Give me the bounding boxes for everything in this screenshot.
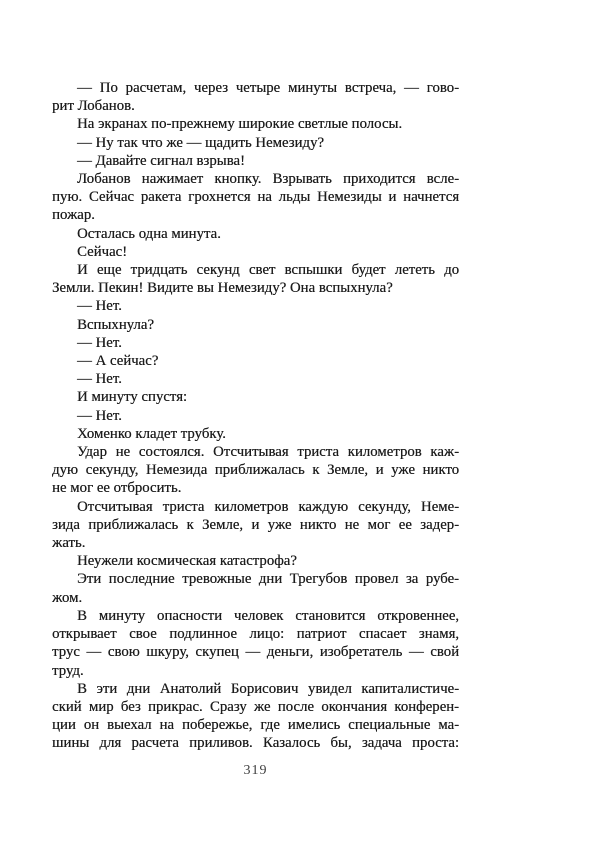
text-line: В минуту опасности человек становится откровеннее, xyxy=(77,607,459,624)
text-line: Вспыхнула? xyxy=(77,316,154,333)
text-line: рит Лобанов. xyxy=(52,98,135,115)
text-line: — Нет. xyxy=(77,298,122,315)
text-line: — По расчетам, через четыре минуты встреча, — гово- xyxy=(77,80,459,96)
text-line: пожар. xyxy=(52,207,95,224)
text-line: И минуту спустя: xyxy=(77,389,187,406)
text-line: — Нет. xyxy=(77,371,122,388)
text-line: Эти последние тревожные дни Трегубов провел за рубе- xyxy=(77,571,459,588)
text-line: пую. Сейчас ракета грохнется на льды Немезиды и начнется xyxy=(52,189,459,206)
text-line: ции он выехал на побережье, где имелись специальные ма- xyxy=(52,717,459,734)
text-line: Осталась одна минута. xyxy=(77,225,221,242)
text-line: Отсчитывая триста километров каждую секунду, Неме- xyxy=(77,498,459,515)
text-line: — Давайте сигнал взрыва! xyxy=(77,152,245,169)
text-line: — А сейчас? xyxy=(77,353,159,370)
text-line: дую секунду, Немезида приближалась к Земле, и уже никто xyxy=(52,462,459,479)
text-line: На экранах по-прежнему широкие светлые полосы. xyxy=(77,116,403,133)
text-line: ский мир без прикрас. Сразу же после окончания конферен- xyxy=(52,698,459,715)
text-line: Земли. Пекин! Видите вы Немезиду? Она вспыхнула? xyxy=(52,280,393,297)
text-line: — Нет. xyxy=(77,334,122,351)
text-line: В эти дни Анатолий Борисович увидел капиталистиче- xyxy=(77,680,459,697)
text-line: Неужели космическая катастрофа? xyxy=(77,553,297,570)
page-number: 319 xyxy=(243,763,268,778)
text-line: жом. xyxy=(52,589,83,606)
text-line: шины для расчета приливов. Казалось бы, задача проста: xyxy=(52,735,459,752)
text-line: зида приближалась к Земле, и уже никто не мог ее задер- xyxy=(52,516,459,533)
text-line: Лобанов нажимает кнопку. Взрывать приходится всле- xyxy=(77,171,459,188)
text-line: трус — свою шкуру, скупец — деньги, изобретатель — свой xyxy=(52,644,459,661)
text-line: жать. xyxy=(52,535,86,552)
text-line: И еще тридцать секунд свет вспышки будет лететь до xyxy=(77,262,459,279)
text-line: труд. xyxy=(52,662,84,679)
text-line: Удар не состоялся. Отсчитывая триста километров каж- xyxy=(77,444,459,461)
text-line: Хоменко кладет трубку. xyxy=(77,425,226,442)
page-text-block xyxy=(52,79,459,753)
text-line: — Нет. xyxy=(77,407,122,424)
text-line: — Ну так что же — щадить Немезиду? xyxy=(77,134,324,151)
text-line: открывает свое подлинное лицо: патриот спасает знамя, xyxy=(52,626,459,643)
text-line: Сейчас! xyxy=(77,243,128,260)
text-line: не мог ее отбросить. xyxy=(52,480,182,497)
